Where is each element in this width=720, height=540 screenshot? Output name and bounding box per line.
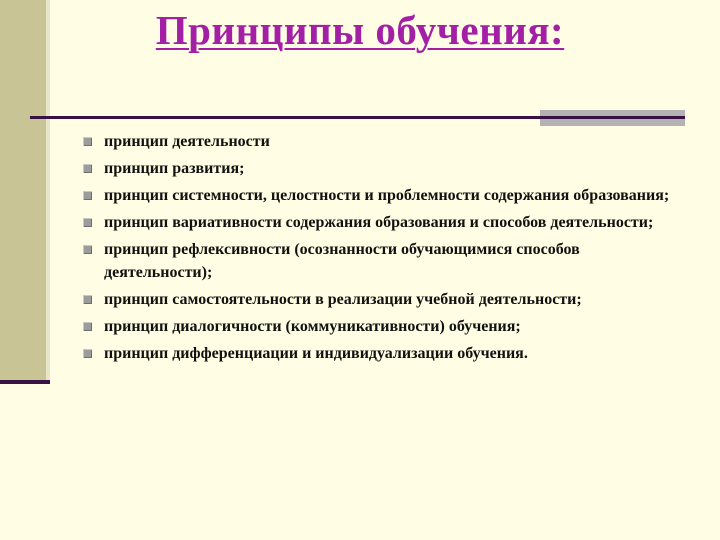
list-item-text: принцип деятельности: [104, 133, 270, 150]
principles-list: [80, 130, 690, 369]
list-item-text: принцип самостоятельности в реализации учебной деятельности;: [104, 291, 582, 308]
list-item-text: принцип диалогичности (коммуникативности) обучения;: [104, 318, 521, 335]
square-bullet-icon: [83, 349, 92, 358]
list-item: [80, 211, 690, 234]
left-decorative-band: [0, 0, 46, 380]
list-item-text: принцип системности, целостности и проблемности содержания образования;: [104, 187, 670, 204]
list-item-text: принцип развития;: [104, 160, 245, 177]
list-item: [80, 288, 690, 311]
left-band-shadow: [46, 0, 50, 380]
square-bullet-icon: [83, 322, 92, 331]
list-item-text: принцип рефлексивности (осознанности обучающимися способов деятельности);: [104, 241, 580, 281]
square-bullet-icon: [83, 295, 92, 304]
list-item: [80, 315, 690, 338]
list-item-text: принцип вариативности содержания образования и способов деятельности;: [104, 214, 654, 231]
slide-title: Принципы обучения:: [155, 7, 565, 53]
list-item: [80, 342, 690, 365]
list-item: [80, 130, 690, 153]
list-item: [80, 157, 690, 180]
list-item: [80, 184, 690, 207]
square-bullet-icon: [83, 191, 92, 200]
decorative-grey-bar: [540, 110, 685, 126]
square-bullet-icon: [83, 245, 92, 254]
square-bullet-icon: [83, 218, 92, 227]
list-item: [80, 238, 690, 284]
list-item-text: принцип дифференциации и индивидуализации обучения.: [104, 345, 528, 362]
square-bullet-icon: [83, 137, 92, 146]
square-bullet-icon: [83, 164, 92, 173]
left-accent-rule: [0, 380, 50, 384]
